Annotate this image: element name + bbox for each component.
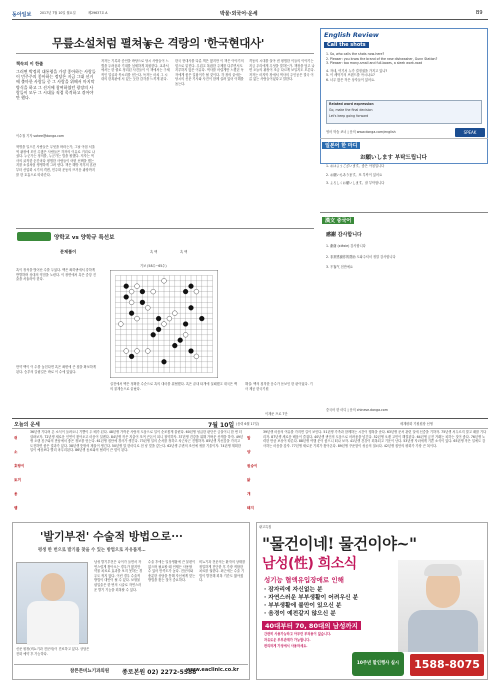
go-stone [118, 322, 123, 327]
fortune-lunar: (음력 6월 17일) [236, 422, 259, 426]
doctor-photo [16, 562, 88, 644]
clinic-name: 참튼튼비뇨기과의원 [70, 669, 110, 674]
fortune-animals-left [14, 431, 28, 515]
ad-right-headline: "물건이네! 물건이야~" [262, 534, 417, 553]
baduk-top-rule [16, 228, 314, 229]
section-title: 박물·외국어·운세 [220, 11, 258, 17]
baduk-title: 양학교 vs 양학규 특선보 [54, 235, 115, 241]
chinese-badge: 漢文 중국어 [322, 217, 354, 224]
baduk-text-2: 만약 백이 이 수를 놓친다면 흑은 좌변에 큰 집을 확보하게 된다. 승부의 갈림길은 바로 이 수에 있었다. [16, 365, 96, 374]
article-body-4: 격동의 시대를 살아 낸 평범한 이들의 이야기는 지금 우리에게 무엇을 말하는가. 책장을 덮고 나면 오늘의 광장이 조금 다르게 보일지도 모른다. 저자는 마지막 장에서 역사의 주인공은 결국 이름 없는 사람들이었다고 말한다. [249, 59, 315, 82]
model-photo [398, 560, 484, 652]
fortune-byline: 세계평화 기원원장 선생 [400, 422, 433, 426]
ad-right-bullet: · 자연스러운 부부생활이 어려우신 분 [264, 595, 359, 601]
go-stone [172, 343, 177, 348]
fortune-sub-rule [12, 428, 488, 429]
ad-right-bullet: · 잠자리에 자신없는 분 [264, 587, 323, 593]
headline-rule [16, 53, 314, 54]
fortune-animal-label: 호랑이 [14, 464, 25, 468]
fortune-animal-label: 양 [247, 450, 251, 454]
ad-right-age-line: 40대부터 70, 80대의 남성까지 [262, 621, 361, 630]
article-body-1: 혁명을 일으킨 사람들은 무엇을 바라는가, 그날 아침 서울역 광장에 모인 수많은 사람들은 각자의 이유로 거리로 나섰다. 누군가는 정의를, 누군가는 밥을 원했다. 저자는 역사의 굵직한 순간마다 평범한 사람들이 어떤 선택을 했는지를 소설처럼 생생하게 그려 낸다. 책은 해방 직후의 혼란부터 산업화 시기의 격변, 민주화 운동의 뜨거운 광장까지를 한 호흡으로 따라간다. [16, 145, 96, 177]
english-note-1: Go, make the final decision [329, 108, 373, 112]
header-issue: 제29637호 A [88, 11, 108, 15]
go-stone [151, 332, 156, 337]
article-byline: 이수철 기자 sohee@donga.com [16, 134, 64, 138]
english-item: 2. Pleaser: you know the brand of the new dishwasher, Gunn Station? [326, 56, 438, 61]
header-rule [12, 19, 488, 20]
fortune-text-right: 39년생 마음의 여유를 가지면 길이 보인다. 51년생 가족과 함께하는 시간이 행복을 준다. 63년생 문서 관련 일에 신중을 기하자. 75년생 서두르지 말고 때를 기다리자. 87년생 새로운 배움이 즐겁다. 40년생 귀인의 도움으로 어려움을 넘긴다. 52년생 오랜 고민이 해결된다. 64년생 금전 거래는 피하는 것이 좋다. 76년생 노력한 만큼 보상이 따른다. 88년생 여행 운이 좋으니 떠나 보자. 41년생 건강이 회복되고 기운이 난다. 53년생 자녀에게 기쁜 소식이 있다. 65년생 작은 일에도 감사하는 마음을 갖자. 77년생 새로운 기회가 찾아온다. 89년생 꾸준함이 성공의 열쇠다. 42년생 집안의 평화가 가장 큰 복이다. [263, 430, 487, 448]
ad-left-body-2: 수술 후에는 일상생활에 큰 불편이 없으며 필요할 때 언제든 사용할 수 있어 만족도가 높다. 전문의와 충분한 상담을 통해 자신에게 맞는 방법을 찾는 것이 중요하다. [148, 560, 196, 583]
japanese-item: 2. お願いもあります。또 부탁이 있어요 [326, 172, 383, 177]
article-body-3: 한국 현대사를 다룬 책은 많지만 이 책은 이야기의 힘으로 읽힌다. 무겁고 복잡한 주제를 다루면서도 지루하지 않은 이유다. 역사를 어렵게만 느꼈던 독자에게 좋은 길잡이가 될 것이다. 각 장의 끝에는 당시의 신문 기사와 사진이 함께 실려 있어 이해를 돕는다. [175, 59, 244, 86]
baduk-text-1: 흑이 정석을 벗어난 수를 두었다. 백은 좌하귀에서 강하게 반발하며 상대의 약점을 노린다. 이 장면에서 흑은 중앙 진출을 서둘러야 한다. [16, 268, 96, 282]
header-date: 2017년 7월 10일 월요일 [40, 11, 76, 15]
english-item: 5. 이 세탁기의 브랜드를 아시나요? [326, 73, 375, 78]
go-stone [129, 300, 134, 305]
japanese-item: 1. おはようございます。좋은 아침입니다 [326, 164, 385, 168]
go-stone [140, 289, 145, 294]
chinese-footer: 중국어 한 마디 | 문의 chinese.donga.com [326, 408, 388, 412]
ad-left-caption: 신준 원장(비뇨기과 전문의)이 진료하고 있다. 상담은 전화 예약 후 가능하다. [16, 647, 90, 656]
go-stone [199, 316, 204, 321]
fortune-animal-label: 말 [247, 436, 251, 440]
ad-right-product: 남성(性) 희소식 [262, 556, 357, 572]
article-body-2: 저자는 기록과 증언을 바탕으로 당시 사람들이 느꼈을 두려움과 기대를 섬세하게 복원한다. 교과서에서는 한 줄로 정리된 사건들이 이 책에서는 구체적인 얼굴과 목소리를 얻는다. 독자는 마치 그 시대의 한복판에 서 있는 듯한 감각을 느끼게 된다. [101, 59, 170, 82]
fortune-top-rule [12, 418, 488, 419]
fortune-animal-label: 용 [14, 492, 18, 496]
japanese-rule [320, 138, 488, 139]
go-stone [135, 316, 140, 321]
fortune-animals-right [247, 431, 261, 515]
ad-left-body-1: 남성 발기부전은 나이가 들면서 자연스럽게 찾아오는 경우가 많지만 약물 치료로 효과를 보지 못하는 경우도 적지 않다. 이런 경우 수술적 방법이 대안이 될 수 있다. 보형물 삽입술은 한 번의 시술로 자연스러운 발기 기능을 회복할 수 있다. [94, 560, 143, 592]
fortune-animal-label: 원숭이 [247, 464, 258, 468]
baduk-text-3: 실전에서 백은 정확한 수순으로 흑의 대마를 위협했다. 흑은 끝내 타개에 실패했고 대국은 백의 불계승으로 끝났다. [110, 382, 238, 391]
go-stone [135, 284, 140, 289]
fortune-animal-label: 뱀 [14, 506, 18, 510]
go-stone [151, 289, 156, 294]
ad-right-bullets [264, 586, 394, 618]
go-stone [189, 349, 194, 354]
go-stone [167, 316, 172, 321]
go-stone [194, 289, 199, 294]
baduk-choice-2: 흑 백 [180, 250, 188, 254]
baduk-question-label: 문제풀이 [60, 249, 77, 254]
fortune-text-left: 36년생 기다려 온 소식이 들려오니 기쁨이 두 배가 된다. 48년생 가까운 사람의 도움으로 일이 순조롭게 풀린다. 60년생 성급한 판단은 금물이니 한 번 더 살펴보자. 72년생 새로운 인연이 찾아오고 마음이 설렌다. 84년생 작은 지출이 모여 큰돈이 되니 절약하자. 37년생 건강을 위해 가벼운 산책을 하자. 49년생 오랜 친구와의 만남에서 좋은 정보를 얻는다. 61년생 집안에 경사가 생긴다. 73년생 일의 순서를 정하고 차근차근 진행하자. 85년생 자신감을 가지고 도전하면 좋은 결과가 있다. 38년생 뜻밖의 재물이 생긴다. 50년생 말 한마디로 천 냥 빚을 갚는다. 62년생 주변의 조언에 귀를 기울이자. 74년생 계획한 일이 예상보다 빨리 마무리된다. 86년생 동료와의 협력이 큰 힘이 된다. [30, 430, 243, 453]
english-speak-button[interactable]: SPEAK [455, 128, 485, 137]
clinic-url[interactable]: www.eaclinic.co.kr [186, 667, 239, 673]
fortune-title: 오늘의 운세 [14, 422, 40, 428]
english-note-title: Related word expression [329, 102, 374, 106]
english-item: 1. So, who calls the shots now-here? [326, 52, 385, 56]
go-stone [162, 278, 167, 283]
chinese-rule [320, 212, 488, 213]
chinese-item: 1. 谢谢 (xièxie) 감사합니다 [326, 244, 366, 248]
ad-right-small-3: 편리하게 가정에서 사용하세요. [264, 644, 308, 648]
page-number: B9 [476, 10, 483, 16]
go-stone [194, 354, 199, 359]
ad-right-sub: 성기능 혈액유입장애로 인해 [264, 576, 344, 584]
fortune-animal-label: 개 [247, 492, 251, 496]
fortune-animal-label: 소 [14, 450, 18, 454]
go-stone [124, 349, 129, 354]
go-stone [183, 332, 188, 337]
japanese-heading: お願いします 부탁드립니다 [360, 155, 427, 161]
ad-right-small-1: 간편히 사용가능하고 아무런 부작용이 없습니다. [264, 632, 332, 636]
baduk-choice-1: 흑 백 [150, 250, 158, 254]
article-headline: 무릎소설처럼 펼쳐놓은 격랑의 '한국현대사' [52, 36, 265, 50]
baduk-board [110, 270, 218, 378]
go-stone [124, 284, 129, 289]
go-stone [189, 305, 194, 310]
discount-badge: 10주년 할인행사 실시 [352, 652, 404, 676]
masthead: 동아일보 [12, 12, 32, 18]
article-subhead: 책속의 이 한줄 [16, 61, 44, 66]
go-stone [145, 349, 150, 354]
japanese-badge: 일본어 한 마디 [322, 142, 360, 149]
go-stone [129, 354, 134, 359]
english-item: 6. 너무 많은 작은 상자들이 있어요. [326, 77, 376, 82]
baduk-byline: 이재준 프로 7단 [265, 412, 288, 416]
english-items [326, 52, 482, 83]
go-stone [183, 289, 188, 294]
go-stone [140, 300, 145, 305]
ad-left-body-3: 비뇨기과 전문의는 환자의 상태를 정밀하게 진단한 후 가장 적합한 치료를 권한다. 최근에는 수술 기법이 발전해 회복 기간도 짧아졌다. [199, 560, 246, 583]
ad-right-tag: 광고특집 [259, 525, 272, 529]
english-call-label: Call the shots [324, 42, 369, 48]
baduk-text-4: 해설: 백의 침착한 응수가 돋보인 한 판이었다. 기사 제공 한국기원 [245, 382, 313, 391]
ad-right-small-2: 자유로운 부부관계가 가능합니다. [264, 638, 311, 642]
go-stone [156, 327, 161, 332]
go-stone [183, 322, 188, 327]
go-stone [135, 349, 140, 354]
chinese-items [326, 244, 482, 270]
ad-left-subhead: 평생 한 번으로 발기를 찾을 수 있는 방법으로 자유롭게… [38, 548, 146, 553]
baduk-diagram-caption: 기보 (58수~65수) [140, 264, 167, 268]
baduk-badge [17, 232, 51, 241]
english-note-2: Let's keep going forward [329, 114, 369, 118]
fortune-animal-label: 쥐 [14, 436, 18, 440]
go-stone [162, 359, 167, 364]
go-stone [124, 295, 129, 300]
english-item: 3. Pleaser: too many-small and full-boxes, a sleek work-road [326, 61, 423, 66]
go-stone [189, 284, 194, 289]
go-stone [129, 311, 134, 316]
chinese-item: 3. 不客气 천만에요 [326, 265, 353, 270]
japanese-item: 3. よろしくお願いします。잘 부탁합니다 [326, 181, 385, 186]
phone-button[interactable]: 1588-8075 [410, 654, 484, 676]
article-lead: 그러면 박정희 대통령을 가장 좋아하는 사람들이 민주주의 좋아하는 정당은 지금 그대 선거에 출마한 사람들 중 그 사람을 위해서 마지막 방식을 하고 그 선거에 참여하였던 광장의 사람들이 모두 그 시대를 직접 목격하고 겪어야만 했다. [16, 69, 96, 101]
chinese-heading: 感謝 감사합니다 [326, 232, 362, 238]
ad-left-headline: '발기부전' 수술적 방법으로··· [40, 530, 183, 543]
go-stone [178, 338, 183, 343]
go-stone [156, 316, 161, 321]
fortune-animal-label: 닭 [247, 478, 251, 482]
english-item: 4. 자네, 여기서 누가 결정권을 가지고 있나? [326, 68, 388, 73]
go-stone [172, 311, 177, 316]
go-stone [145, 305, 150, 310]
clinic-phone: 종로본원 02) 2272-5588 [122, 669, 197, 676]
ad-left-footer-rule [14, 664, 248, 665]
fortune-date: 7월 10일 [208, 422, 235, 429]
ad-right-bullet: · 음경이 예전같지 않으신 분 [264, 611, 336, 617]
fortune-animal-label: 돼지 [247, 506, 254, 510]
english-review-title: English Review [324, 31, 379, 39]
ad-right-bullet: · 부부생활에 불만이 있으신 분 [264, 603, 342, 609]
go-stone [162, 322, 167, 327]
english-footer: 영어 학습 코너 | 문의 www.donga.com/english [326, 130, 396, 134]
go-stone [129, 289, 134, 294]
japanese-items [326, 164, 482, 186]
chinese-item: 2. 非常感谢你的帮助 도와주셔서 정말 감사합니다 [326, 254, 396, 259]
fortune-animal-label: 토끼 [14, 478, 21, 482]
